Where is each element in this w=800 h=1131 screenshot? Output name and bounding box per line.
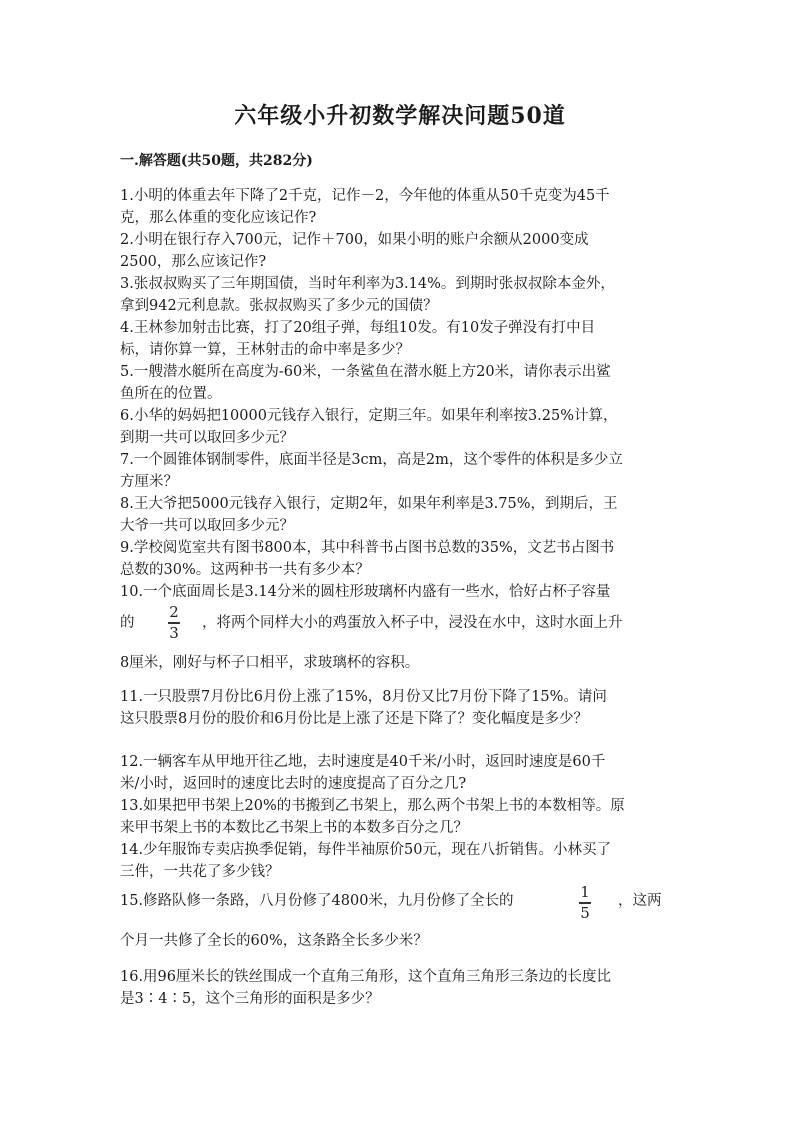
question-7-line-1: 7.一个圆锥体钢制零件，底面半径是3cm，高是2m，这个零件的体积是多少立 xyxy=(120,452,623,468)
question-8-line-2: 大爷一共可以取回多少元？ xyxy=(120,518,294,534)
question-15-line-2: 个月一共修了全长的60%，这条路全长多少米？ xyxy=(120,933,428,949)
question-12-line-2: 米/小时，返回时的速度比去时的速度提高了百分之几? xyxy=(120,776,467,792)
question-14-line-2: 三件，一共花了多少钱？ xyxy=(120,864,280,880)
question-4-line-2: 标，请你算一算，王林射击的命中率是多少？ xyxy=(120,342,410,358)
question-10-line-3: 8厘米，刚好与杯子口相平，求玻璃杯的容积。 xyxy=(120,655,420,671)
question-9-line-1: 9.学校阅览室共有图书800本，其中科普书占图书总数的35%，文艺书占图书 xyxy=(120,540,615,556)
question-10-line-1: 10.一个底面周长是3.14分米的圆柱形玻璃杯内盛有一些水，恰好占杯子容量 xyxy=(120,584,611,600)
question-9-line-2: 总数的30%。这两种书一共有多少本？ xyxy=(120,562,370,578)
fraction-denominator: 3 xyxy=(169,623,179,642)
question-2-line-2: 2500，那么应该记作? xyxy=(120,254,267,270)
question-12-line-1: 12.一辆客车从甲地开往乙地，去时速度是40千米/小时，返回时速度是60千 xyxy=(120,754,606,770)
question-8-line-1: 8.王大爷把5000元钱存入银行，定期2年，如果年利率是3.75%，到期后，王 xyxy=(120,496,618,512)
question-1-line-2: 克，那么体重的变化应该记作? xyxy=(120,210,317,226)
question-16-line-2: 是3∶4∶5，这个三角形的面积是多少？ xyxy=(120,991,380,1007)
page-title: 六年级小升初数学解决问题50道 xyxy=(234,103,566,129)
question-3-line-2: 拿到942元利息款。张叔叔购买了多少元的国债？ xyxy=(120,298,438,314)
question-15-line-1-prefix: 15.修路队修一条路，八月份修了4800米，九月份修了全长的 xyxy=(120,893,514,909)
question-2-line-1: 2.小明在银行存入700元，记作＋700，如果小明的账户余额从2000变成 xyxy=(120,232,589,248)
question-13-line-1: 13.如果把甲书架上20%的书搬到乙书架上，那么两个书架上书的本数相等。原 xyxy=(120,798,625,814)
question-16-line-1: 16.用96厘米长的铁丝围成一个直角三角形，这个直角三角形三条边的长度比 xyxy=(120,969,612,985)
section-heading: 一.解答题(共50题，共282分) xyxy=(120,153,313,169)
question-6-line-1: 6.小华的妈妈把10000元钱存入银行，定期三年。如果年利率按3.25%计算， xyxy=(120,408,618,424)
fraction-denominator: 5 xyxy=(580,903,590,922)
question-6-line-2: 到期一共可以取回多少元？ xyxy=(120,430,294,446)
question-11-line-1: 11.一只股票7月份比6月份上涨了15%，8月份又比7月份下降了15%。请问 xyxy=(120,689,607,705)
question-1-line-1: 1.小明的体重去年下降了2千克，记作－2，今年他的体重从50千克变为45千 xyxy=(120,188,610,204)
question-11-line-2: 这只股票8月份的股价和6月份比是上涨了还是下降了？变化幅度是多少？ xyxy=(120,711,588,727)
question-3-line-1: 3.张叔叔购买了三年期国债，当时年利率为3.14%。到期时张叔叔除本金外， xyxy=(120,276,615,292)
fraction-numerator: 2 xyxy=(169,603,179,621)
question-14-line-1: 14.少年服饰专卖店换季促销，每件半袖原价50元，现在八折销售。小林买了 xyxy=(120,842,612,858)
question-5-line-1: 5.一艘潜水艇所在高度为-60米，一条鲨鱼在潜水艇上方20米，请你表示出鲨 xyxy=(120,364,611,380)
question-5-line-2: 鱼所在的位置。 xyxy=(120,386,222,402)
fraction-two-thirds xyxy=(168,604,180,642)
question-4-line-1: 4.王林参加射击比赛，打了20组子弹，每组10发。有10发子弹没有打中目 xyxy=(120,320,596,336)
question-10-line-2-prefix: 的 xyxy=(120,615,135,631)
question-15-line-1-suffix: ，这两 xyxy=(618,893,662,909)
fraction-one-fifth xyxy=(579,884,591,922)
fraction-numerator: 1 xyxy=(580,883,590,901)
question-10-line-2-suffix: ，将两个同样大小的鸡蛋放入杯子中，浸没在水中，这时水面上升 xyxy=(202,615,623,631)
question-7-line-2: 方厘米？ xyxy=(120,474,178,490)
question-13-line-2: 来甲书架上书的本数比乙书架上书的本数多百分之几？ xyxy=(120,820,468,836)
